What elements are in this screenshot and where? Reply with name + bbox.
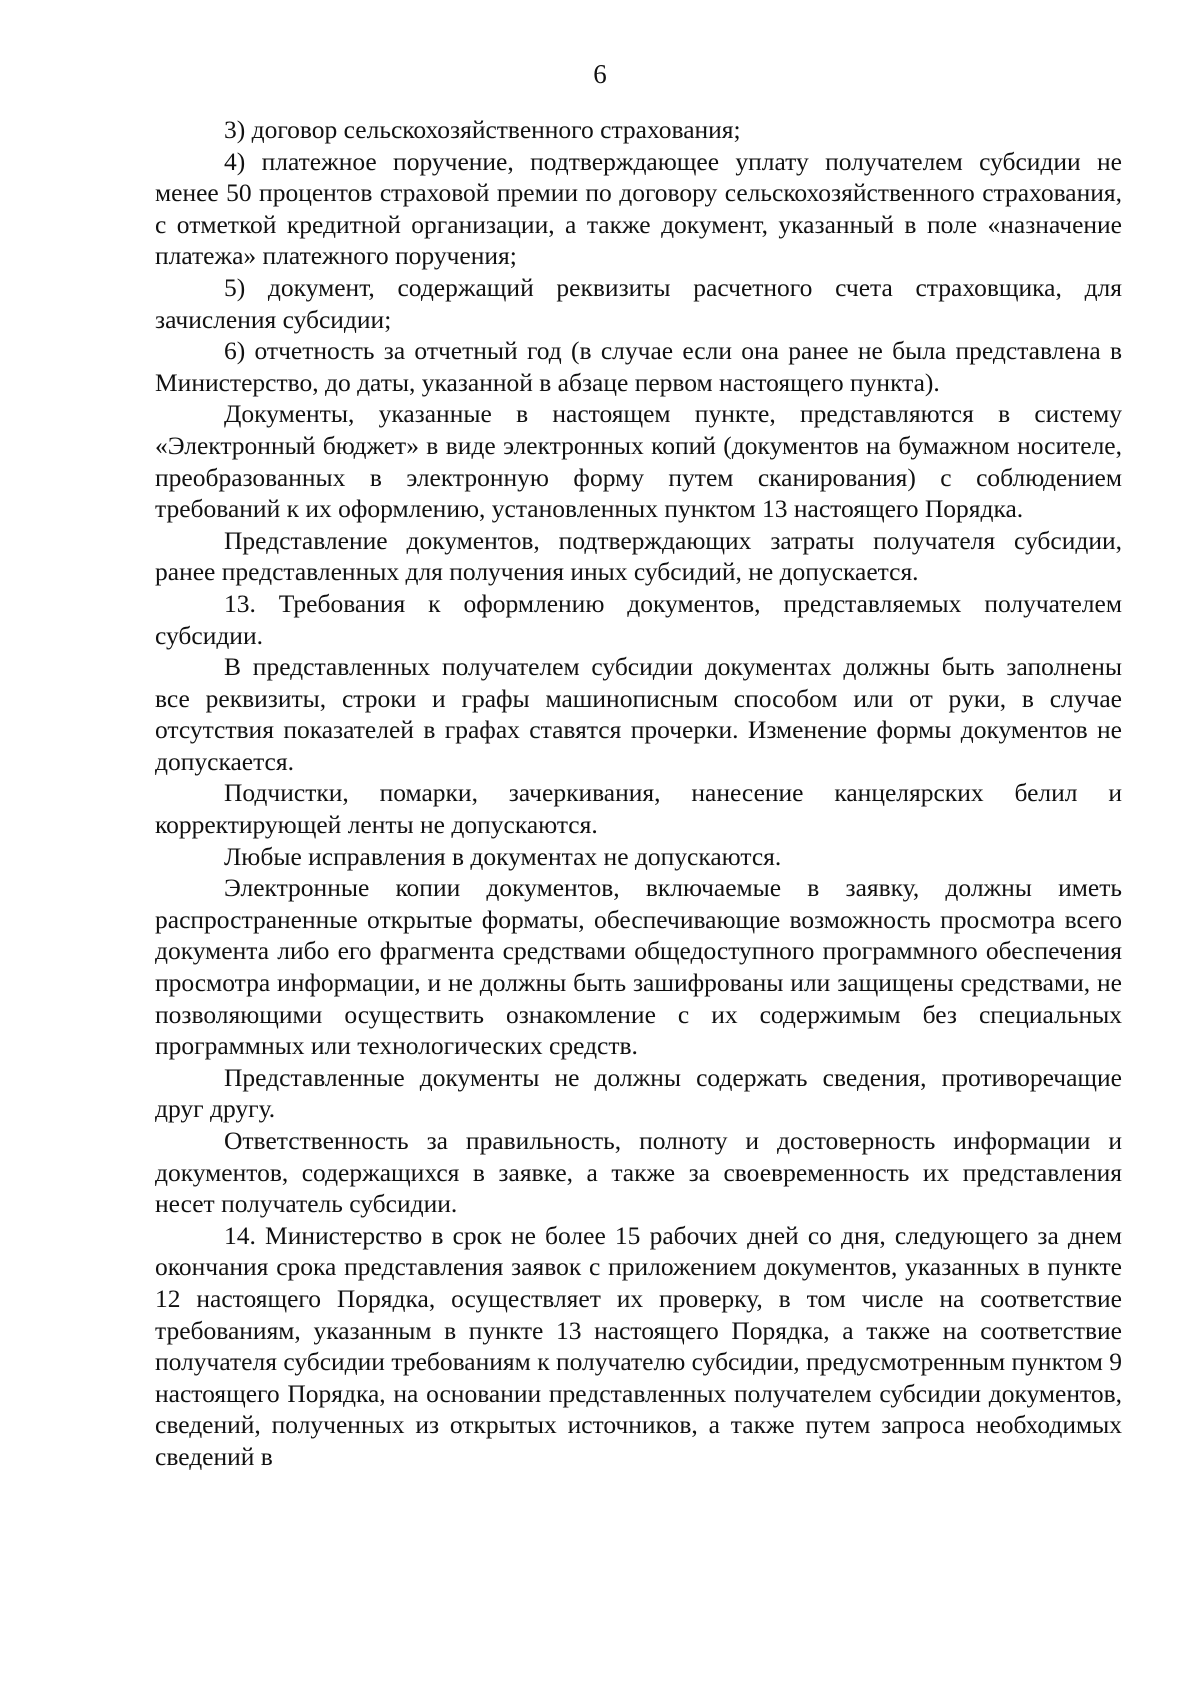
paragraph-item-3: 3) договор сельскохозяйственного страхования; (224, 115, 741, 144)
paragraph-documents-submission: Документы, указанные в настоящем пункте, представляются в систему «Электронный бюджет» в виде электронных копий (документов на бумажном носителе, преобразованных в электронную форму путем сканирования) с соблюдением требований к их оформлению, установленных пунктом 13 настоящего Порядка. (155, 399, 1122, 524)
paragraph-no-duplicate-documents: Представление документов, подтверждающих затраты получателя субсидии, ранее представленных для получения иных субсидий, не допускается. (155, 525, 1122, 587)
paragraph-no-corrections: Любые исправления в документах не допускаются. (224, 841, 782, 871)
paragraph-item-4: 4) платежное поручение, подтверждающее уплату получателем субсидии не менее 50 процентов страховой премии по договору сельскохозяйственного страхования, с отметкой кредитной организации, а также документ, указанный в поле «назначение платежа» платежного поручения; (155, 146, 1122, 271)
paragraph-section-13-heading: 13. Требования к оформлению документов, представляемых получателем субсидии. (155, 588, 1122, 650)
paragraph-required-fields: В представленных получателем субсидии документах должны быть заполнены все реквизиты, строки и графы машинописным способом или от руки, в случае отсутствия показателей в графах ставятся прочерки. Изменение формы документов не допускается. (155, 652, 1122, 776)
paragraph-section-14: 14. Министерство в срок не более 15 рабочих дней со дня, следующего за днем окончания срока представления заявок с приложением документов, указанных в пункте 12 настоящего Порядка, осуществляет их проверку, в том числе на соответствие требованиям, указанным в пункте 13 настоящего Порядка, а также на соответствие получателя субсидии требованиям к получателю субсидии, предусмотренным пунктом 9 настоящего Порядка, на основании представленных получателем субсидии документов, сведений, полученных из открытых источников, а также путем запроса необходимых сведений в (155, 1220, 1122, 1471)
paragraph-no-contradictions: Представленные документы не должны содержать сведения, противоречащие друг другу. (155, 1062, 1122, 1124)
paragraph-no-erasures: Подчистки, помарки, зачеркивания, нанесение канцелярских белил и корректирующей ленты не допускаются. (155, 778, 1122, 840)
paragraph-item-6: 6) отчетность за отчетный год (в случае если она ранее не была представлена в Министерство, до даты, указанной в абзаце первом настоящего пункта). (155, 336, 1122, 397)
paragraph-responsibility: Ответственность за правильность, полноту и достоверность информации и документов, содержащихся в заявке, а также за своевременность их представления несет получатель субсидии. (155, 1126, 1122, 1219)
paragraph-electronic-copies: Электронные копии документов, включаемые в заявку, должны иметь распространенные открытые форматы, обеспечивающие возможность просмотра всего документа либо его фрагмента средствами общедоступного программного обеспечения просмотра информации, и не должны быть зашифрованы или защищены средствами, не позволяющими осуществить ознакомление с их содержимым без специальных программных или технологических средств. (155, 873, 1122, 1061)
paragraph-item-5: 5) документ, содержащий реквизиты расчетного счета страховщика, для зачисления субсидии; (155, 272, 1122, 334)
document-body (155, 114, 1122, 1473)
page-number: 6 (593, 59, 607, 89)
